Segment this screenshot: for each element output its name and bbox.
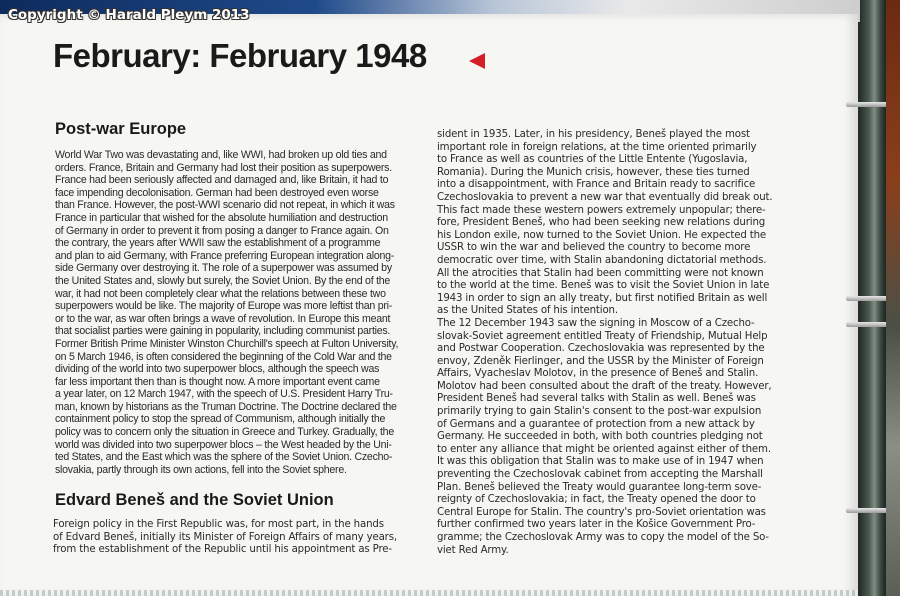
text-line: on 5 March 1946, is often considered the beginning of the Cold War and the [55, 350, 392, 363]
text-line: the United States and, slowly but surely, the Soviet Union. By the end of the [55, 274, 391, 287]
text-line: man, known by historians as the Truman Doctrine. The Doctrine declared the [55, 400, 397, 413]
text-line: preventing the Czechoslovak cabinet from accepting the Marshall [437, 469, 763, 481]
text-line: Former British Prime Minister Winston Churchill's speech at Fulton University, [55, 337, 399, 350]
text-line: This fact made these western powers extremely unpopular; there- [437, 204, 766, 216]
panel-bottom-edge [0, 590, 858, 596]
text-line: and plan to aid Germany, with France preferring European integration along- [55, 249, 395, 262]
text-line: The 12 December 1943 saw the signing in Moscow of a Czecho- [437, 317, 755, 329]
text-line: from the establishment of the Republic until his appointment as Pre- [53, 544, 392, 556]
text-line: Molotov had been consulted about the draft of the treaty. However, [437, 380, 772, 392]
text-line: side Germany over destroying it. The role of a superpower was assumed by [55, 262, 392, 275]
text-line: Central Europe for Stalin. The country's pro-Soviet orientation was [437, 506, 766, 518]
text-line: of Germany in order to prevent it from posing a danger to France again. On [55, 224, 389, 237]
section-body-post-war-europe [55, 149, 398, 476]
text-line: Affairs, Vyacheslav Molotov, in the presence of Beneš and Stalin. [437, 368, 759, 380]
text-line: that socialist parties were gaining in popularity, including communist parties. [55, 325, 391, 338]
text-line: a year later, on 12 March 1947, with the speech of U.S. President Harry Tru- [55, 388, 393, 401]
section-body-benes-intro [53, 519, 397, 557]
text-line: France had been seriously affected and damaged and, like Britain, it had to [55, 174, 389, 187]
red-arrow-icon [469, 53, 485, 69]
text-line: containment policy to stop the spread of Communism, although initially the [55, 413, 386, 426]
text-line: or to the war, as war often brings a wave of revolution. In Europe this meant [55, 312, 391, 325]
text-line: to France as well as countries of the Little Entente (Yugoslavia, [437, 154, 748, 166]
text-line: democratic over time, with Stalin abandoning dictatorial methods. [437, 254, 767, 266]
text-line: than France. However, the post-WWI scenario did not repeat, in which it was [55, 199, 395, 212]
section-heading-benes: Edvard Beneš and the Soviet Union [55, 491, 334, 509]
text-line: policy was to concern only the situation in Greece and Turkey. Gradually, the [55, 426, 394, 439]
text-line: Foreign policy in the First Republic was, for most part, in the hands [53, 519, 384, 530]
text-line: Romania). During the Munich crisis, however, these ties turned [437, 166, 750, 178]
text-line: superpowers would be like. The majority of Europe was more leftist than pri- [55, 300, 393, 313]
section-heading-post-war-europe: Post-war Europe [55, 120, 187, 138]
text-line: of Germans and a guarantee of protection from a new attack by [437, 418, 755, 430]
text-line: slovak-Soviet agreement entitled Treaty of Friendship, Mutual Help [437, 330, 768, 342]
text-line: his London exile, now turned to the Soviet Union. He expected the [437, 229, 767, 241]
text-line: as the United States of his intention. [437, 305, 618, 317]
text-line: primarily trying to gain Stalin's consent to the post-war expulsion [437, 406, 762, 418]
text-line: Germany. He succeeded in both, with both countries pledging not [437, 431, 763, 443]
text-line: world was divided into two superpower blocs – the West headed by the Uni- [55, 438, 392, 451]
text-line: 1943 in order to sign an ally treaty, but first notified Britain as well [437, 292, 768, 304]
column-two-body [437, 129, 772, 557]
text-line: World War Two was devastating and, like WWI, had broken up old ties and [55, 149, 387, 161]
text-line: envoy, Zdeněk Fierlinger, and the USSR by the Minister of Foreign [437, 355, 764, 367]
text-line: fore, President Beneš, who had been seeking new relations during [437, 217, 766, 229]
text-line: slovakia, partly through its own actions, fell into the Soviet sphere. [55, 463, 347, 476]
text-line: President Beneš had several talks with Stalin as well. Beneš was [437, 393, 756, 405]
text-line: and Postwar Cooperation. Czechoslovakia was represented by the [437, 343, 765, 355]
text-line: dividing of the world into two superpower blocs, although the speech was [55, 363, 380, 376]
text-line: far less important then than is thought now. A more important event came [55, 375, 380, 388]
text-line: Czechoslovakia to prevent a new war that eventually did break out. [437, 191, 773, 203]
text-line: It was this obligation that Stalin was to make use of in 1947 when [437, 456, 764, 468]
text-line: sident in 1935. Later, in his presidency, Beneš played the most [437, 129, 750, 140]
text-line: orders. France, Britain and Germany had lost their position as superpowers. [55, 161, 392, 174]
text-line: further confirmed two years later in the Košice Government Pro- [437, 519, 756, 531]
text-line: USSR to win the war and believed the country to become more [437, 242, 751, 254]
text-line: to the world at the time. Beneš was to visit the Soviet Union in late [437, 280, 770, 292]
text-line: to enter any alliance that might be oriented against either of them. [437, 443, 771, 455]
text-line: war, it had not been completely clear what the relations between these two [55, 287, 386, 300]
text-line: face impending decolonisation. German had been destroyed even worse [55, 186, 379, 199]
text-line: reignty of Czechoslovakia; in fact, the Treaty opened the door to [437, 494, 756, 506]
text-line: ted States, and the East which was the sphere of the Soviet Union. Czecho- [55, 451, 393, 464]
text-line: Plan. Beneš believed the Treaty would guarantee long-term sove- [437, 481, 762, 493]
text-line: viet Red Army. [437, 544, 509, 556]
text-line: All the atrocities that Stalin had been committing were not known [437, 267, 764, 279]
text-line: into a disappointment, with France and Britain ready to sacrifice [437, 179, 756, 191]
panel-title: February: February 1948 [53, 37, 427, 74]
text-line: France in particular that wished for the absolute humiliation and destruction [55, 211, 388, 224]
text-line: important role in foreign relations, at the time oriented primarily [437, 141, 757, 153]
text-line: gramme; the Czechoslovak Army was to copy the model of the So- [437, 532, 769, 543]
background-street [886, 0, 900, 596]
text-line: the contrary, the years after WWII saw the establishment of a programme [55, 237, 381, 250]
copyright-watermark: Copyright © Harald Pleym 2013 [8, 7, 250, 23]
text-line: of Edvard Beneš, initially its Minister of Foreign Affairs of many years, [53, 531, 397, 543]
